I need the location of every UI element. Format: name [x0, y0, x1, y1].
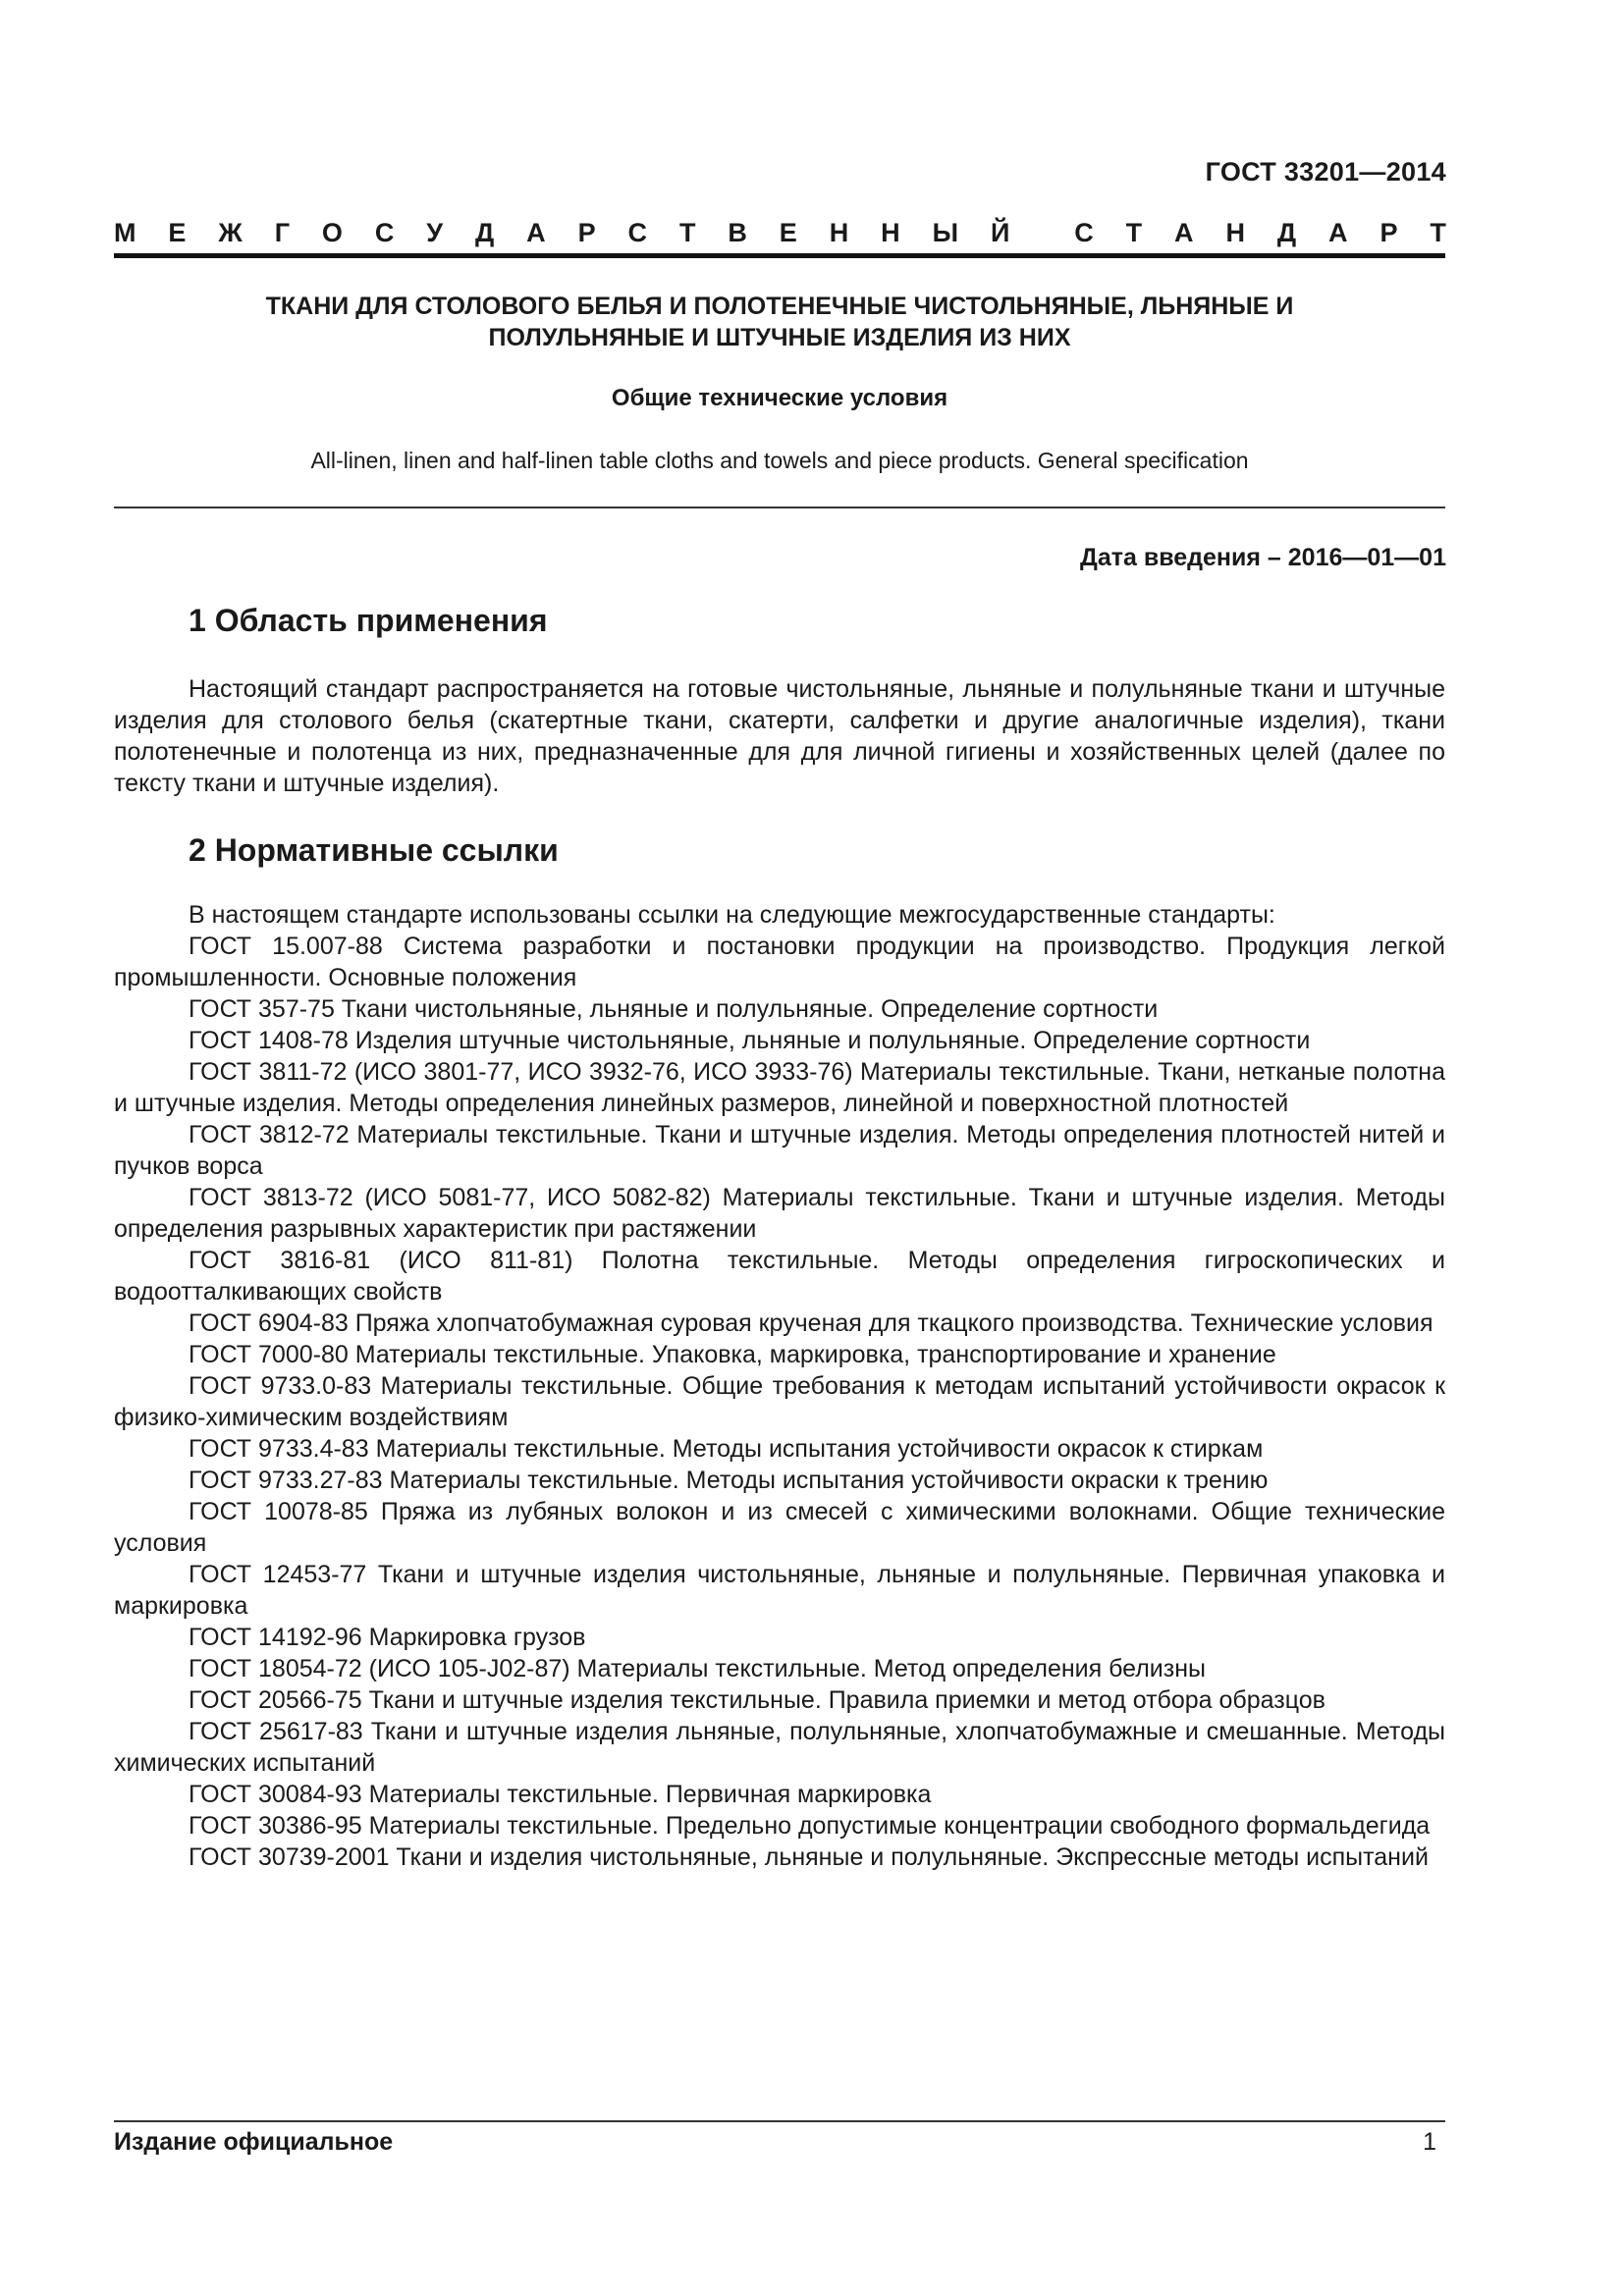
section-2-heading: 2 Нормативные ссылки: [189, 832, 559, 868]
page-number: 1: [1423, 2128, 1436, 2156]
introduction-date: Дата введения – 2016—01—01: [1080, 544, 1446, 571]
standard-type-letter: Ж: [218, 218, 243, 247]
reference-item: ГОСТ 30386-95 Материалы текстильные. Предельно допустимые концентрации свободного формальдегида: [189, 1812, 1431, 1840]
reference-item: ГОСТ 18054-72 (ИСО 105-J02-87) Материалы текстильные. Метод определения белизны: [189, 1655, 1206, 1682]
reference-item: ГОСТ 7000-80 Материалы текстильные. Упаковка, маркировка, транспортирование и хранение: [189, 1341, 1276, 1368]
reference-item: ГОСТ 25617-83 Ткани и штучные изделия льняные, полульняные, хлопчатобумажные и смешанные. Методы химических испытаний: [114, 1718, 1445, 1777]
title-line-1: ТКАНИ ДЛЯ СТОЛОВОГО БЕЛЬЯ И ПОЛОТЕНЕЧНЫЕ ЧИСТОЛЬНЯНЫЕ, ЛЬНЯНЫЕ И: [265, 293, 1294, 320]
standard-type-letter: Н: [1225, 218, 1245, 247]
standard-type-letter: М: [114, 218, 136, 247]
standard-type-letter: Р: [1380, 218, 1398, 247]
standard-type-letter: Н: [829, 218, 849, 247]
document-subtitle: Общие технические условия: [611, 385, 948, 411]
reference-item: ГОСТ 15.007-88 Система разработки и постановки продукции на производство. Продукция легкой промышленности. Основные положения: [114, 933, 1445, 991]
title-rule: [114, 507, 1445, 508]
standard-type-letter: О: [321, 218, 343, 247]
standard-type-letter: С: [1074, 218, 1094, 247]
standard-type-letter: А: [526, 218, 546, 247]
section-1-text: Настоящий стандарт распространяется на готовые чистольняные, льняные и полульняные ткани и штучные изделия для столового белья (скатертные ткани, скатерти, салфетки и другие аналогичные изделия), ткани полотенечные и полотенца из них, предназначенные для для личной гигиены и хозяйственных целей (далее по тексту ткани и штучные изделия).: [114, 675, 1445, 797]
reference-item: ГОСТ 12453-77 Ткани и штучные изделия чистольняные, льняные и полульняные. Первичная упаковка и маркировка: [114, 1561, 1445, 1620]
reference-item: ГОСТ 9733.27-83 Материалы текстильные. Методы испытания устойчивости окраски к трению: [189, 1467, 1269, 1494]
standard-type-heading: [114, 218, 1446, 248]
document-title: [114, 291, 1445, 353]
standard-type-letter: Й: [990, 218, 1010, 247]
standard-type-letter: Е: [779, 218, 797, 247]
standard-type-letter: Т: [1125, 218, 1143, 247]
standard-type-letter: У: [426, 218, 444, 247]
reference-item: ГОСТ 10078-85 Пряжа из лубяных волокон и из смесей с химическими волокнами. Общие технические условия: [114, 1498, 1445, 1557]
standard-type-letter: С: [374, 218, 395, 247]
reference-item: ГОСТ 30084-93 Материалы текстильные. Первичная маркировка: [189, 1781, 932, 1808]
standard-type-letter: С: [627, 218, 648, 247]
reference-item: ГОСТ 9733.4-83 Материалы текстильные. Методы испытания устойчивости окрасок к стиркам: [189, 1435, 1264, 1463]
reference-item: ГОСТ 3812-72 Материалы текстильные. Ткани и штучные изделия. Методы определения плотностей нитей и пучков ворса: [114, 1121, 1445, 1180]
standard-type-letter: Т: [1430, 218, 1446, 247]
normative-references: [114, 899, 1445, 1873]
document-number: ГОСТ 33201—2014: [1205, 157, 1446, 187]
standard-type-letter: А: [1328, 218, 1348, 247]
standard-type-letter: Ы: [932, 218, 959, 247]
reference-item: ГОСТ 1408-78 Изделия штучные чистольняные, льняные и полульняные. Определение сортности: [189, 1027, 1311, 1054]
title-line-2: ПОЛУЛЬНЯНЫЕ И ШТУЧНЫЕ ИЗДЕЛИЯ ИЗ НИХ: [488, 324, 1071, 351]
standard-type-letter: Г: [274, 218, 290, 247]
references-intro: В настоящем стандарте использованы ссылки на следующие межгосударственные стандарты:: [189, 901, 1275, 929]
standard-type-letter: Т: [678, 218, 696, 247]
reference-item: ГОСТ 30739-2001 Ткани и изделия чистольняные, льняные и полульняные. Экспрессные методы испытаний: [189, 1843, 1429, 1871]
standard-type-letter: Е: [168, 218, 187, 247]
standard-type-letter: Д: [1276, 218, 1297, 247]
reference-item: ГОСТ 14192-96 Маркировка грузов: [189, 1624, 586, 1651]
standard-type-letter: А: [1174, 218, 1194, 247]
official-edition-label: Издание официальное: [114, 2128, 394, 2156]
reference-item: ГОСТ 3813-72 (ИСО 5081-77, ИСО 5082-82) Материалы текстильные. Ткани и штучные изделия. Методы определения разрывных характеристик при растяжении: [114, 1184, 1445, 1243]
english-title: All-linen, linen and half-linen table cloths and towels and piece products. General specification: [310, 448, 1249, 473]
reference-item: ГОСТ 3811-72 (ИСО 3801-77, ИСО 3932-76, ИСО 3933-76) Материалы текстильные. Ткани, нетканые полотна и штучные изделия. Методы определения линейных размеров, линейной и поверхностной плотностей: [114, 1058, 1445, 1117]
standard-type-letter: Р: [577, 218, 596, 247]
section-1-heading: 1 Область применения: [189, 603, 548, 638]
references-list: [114, 931, 1445, 1873]
header-rule: [114, 253, 1445, 258]
reference-item: ГОСТ 9733.0-83 Материалы текстильные. Общие требования к методам испытаний устойчивости окрасок к физико-химическим воздействиям: [114, 1372, 1445, 1431]
reference-item: ГОСТ 6904-83 Пряжа хлопчатобумажная суровая крученая для ткацкого производства. Технические условия: [189, 1309, 1434, 1337]
reference-item: ГОСТ 20566-75 Ткани и штучные изделия текстильные. Правила приемки и метод отбора образцов: [189, 1686, 1325, 1714]
footer-rule: [114, 2120, 1445, 2122]
reference-item: ГОСТ 3816-81 (ИСО 811-81) Полотна текстильные. Методы определения гигроскопических и водоотталкивающих свойств: [114, 1247, 1445, 1306]
standard-type-letter: Д: [475, 218, 495, 247]
reference-item: ГОСТ 357-75 Ткани чистольняные, льняные и полульняные. Определение сортности: [189, 995, 1159, 1023]
standard-type-letter: Н: [881, 218, 900, 247]
standard-type-letter: В: [728, 218, 747, 247]
